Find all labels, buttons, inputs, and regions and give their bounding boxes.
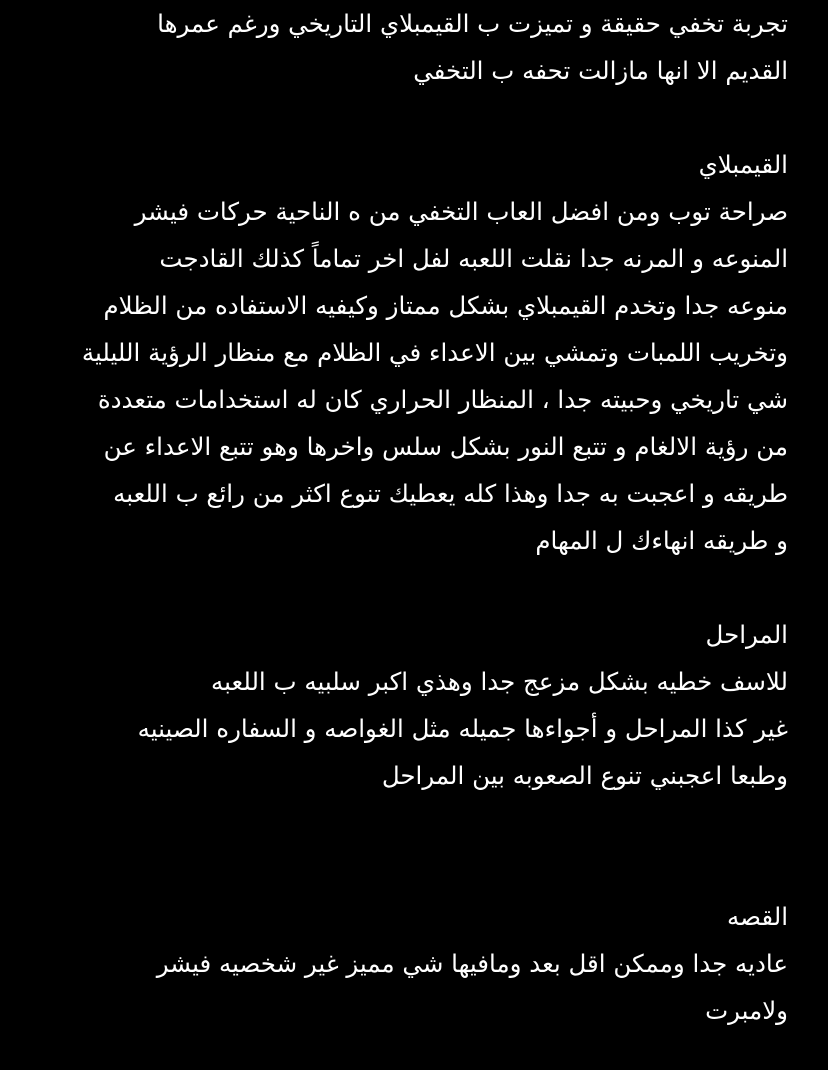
gameplay-line-5: شي تاريخي وحبيته جدا ، المنظار الحراري كان له استخدامات متعددة — [97, 385, 788, 414]
story-line-1: عاديه جدا وممكن اقل بعد ومافيها شي مميز غير شخصيه فيشر — [156, 949, 788, 978]
intro-line-2: القديم الا انها مازالت تحفه ب التخفي — [413, 56, 788, 85]
levels-line-1: للاسف خطيه بشكل مزعج جدا وهذي اكبر سلبيه ب اللعبه — [210, 667, 788, 696]
gameplay-heading: القيمبلاي — [698, 150, 788, 179]
gameplay-line-2: المنوعه و المرنه جدا نقلت اللعبه لفل اخر تماماً كذلك القادجت — [159, 244, 788, 273]
gameplay-line-1: صراحة توب ومن افضل العاب التخفي من ه الناحية حركات فيشر — [134, 197, 788, 226]
levels-line-3: وطبعا اعجبني تنوع الصعوبه بين المراحل — [381, 761, 788, 790]
gameplay-line-4: وتخريب اللمبات وتمشي بين الاعداء في الظلام مع منظار الرؤية الليلية — [81, 338, 788, 367]
gameplay-line-3: منوعه جدا وتخدم القيمبلاي بشكل ممتاز وكيفيه الاستفاده من الظلام — [103, 291, 788, 320]
gameplay-line-6: من رؤية الالغام و تتبع النور بشكل سلس واخرها وهو تتبع الاعداء عن — [103, 432, 788, 461]
levels-line-2: غير كذا المراحل و أجواءها جميله مثل الغواصه و السفاره الصينيه — [137, 714, 788, 743]
intro-line-1: تجربة تخفي حقيقة و تميزت ب القيمبلاي التاريخي ورغم عمرها — [157, 9, 788, 38]
gameplay-line-7: طريقه و اعجبت به جدا وهذا كله يعطيك تنوع اكثر من رائع ب اللعبه — [113, 479, 788, 508]
story-heading: القصه — [726, 902, 788, 931]
gameplay-line-8: و طريقه انهاءك ل المهام — [535, 526, 788, 555]
levels-heading: المراحل — [705, 620, 788, 649]
story-line-2: ولامبرت — [705, 996, 788, 1025]
